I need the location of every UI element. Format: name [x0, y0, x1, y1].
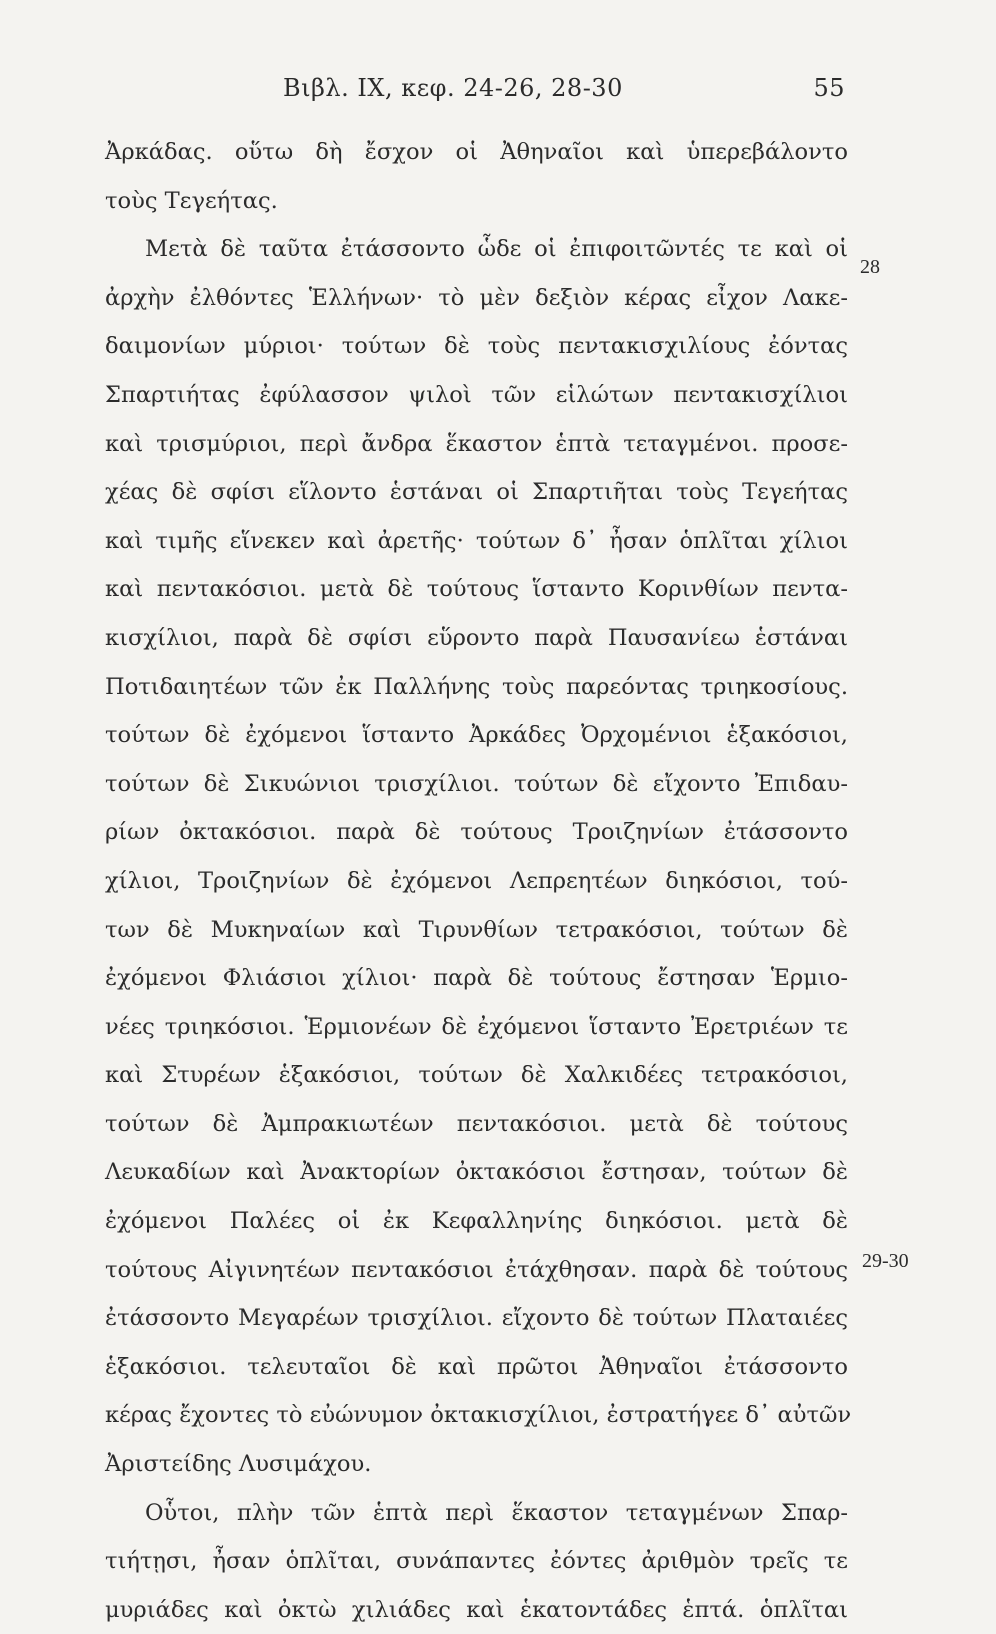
text-line: χέας δὲ σφίσι εἵλοντο ἑστάναι οἱ Σπαρτιῆται τοὺς Τεγεήτας — [105, 479, 848, 506]
text-line: ἑξακόσιοι. τελευταῖοι δὲ καὶ πρῶτοι Ἀθηναῖοι ἐτάσσοντο — [105, 1353, 848, 1380]
running-title: Βιβλ. IX, κεφ. 24-26, 28-30 — [283, 74, 623, 102]
text-line: τούτων δὲ ἐχόμενοι ἵσταντο Ἀρκάδες Ὀρχομένιοι ἑξακόσιοι, — [105, 722, 848, 749]
text-line: ρίων ὀκτακόσιοι. παρὰ δὲ τούτους Τροιζηνίων ἐτάσσοντο — [105, 819, 848, 846]
text-line: Μετὰ δὲ ταῦτα ἐτάσσοντο ὧδε οἱ ἐπιφοιτῶντές τε καὶ οἱ — [145, 236, 848, 263]
text-line: ἐχόμενοι Παλέες οἱ ἐκ Κεφαλληνίης διηκόσιοι. μετὰ δὲ — [105, 1208, 848, 1235]
text-line: κισχίλιοι, παρὰ δὲ σφίσι εὕροντο παρὰ Παυσανίεω ἑστάναι — [105, 624, 848, 651]
text-line: Ποτιδαιητέων τῶν ἐκ Παλλήνης τοὺς παρεόντας τριηκοσίους. — [105, 673, 848, 700]
text-line: ἀρχὴν ἐλθόντες Ἑλλήνων· τὸ μὲν δεξιὸν κέρας εἶχον Λακε- — [105, 284, 848, 311]
page-header — [105, 74, 845, 114]
chapter-margin-number: 28 — [860, 256, 880, 278]
text-line: καὶ Στυρέων ἑξακόσιοι, τούτων δὲ Χαλκιδέες τετρακόσιοι, — [105, 1062, 848, 1089]
text-line: χίλιοι, Τροιζηνίων δὲ ἐχόμενοι Λεπρεητέων διηκόσιοι, τού- — [105, 867, 848, 894]
text-line: Σπαρτιήτας ἐφύλασσον ψιλοὶ τῶν εἱλώτων πεντακισχίλιοι — [105, 381, 848, 408]
text-line: Λευκαδίων καὶ Ἀνακτορίων ὀκτακόσιοι ἔστησαν, τούτων δὲ — [105, 1159, 848, 1186]
text-line: μυριάδες καὶ ὀκτὼ χιλιάδες καὶ ἑκατοντάδες ἑπτά. ὁπλῖται — [105, 1596, 848, 1623]
text-line: τούτους Αἰγινητέων πεντακόσιοι ἐτάχθησαν. παρὰ δὲ τούτους — [105, 1256, 848, 1283]
text-line: κέρας ἔχοντες τὸ εὐώνυμον ὀκτακισχίλιοι, ἐστρατήγεε δ᾽ αὐτῶν — [105, 1402, 852, 1429]
text-line: ἐτάσσοντο Μεγαρέων τρισχίλιοι. εἴχοντο δὲ τούτων Πλαταιέες — [105, 1305, 848, 1332]
text-line: Οὗτοι, πλὴν τῶν ἑπτὰ περὶ ἕκαστον τεταγμένων Σπαρ- — [145, 1499, 848, 1526]
text-line: καὶ τρισμύριοι, περὶ ἄνδρα ἕκαστον ἑπτὰ τεταγμένοι. προσε- — [105, 430, 848, 457]
text-line: δαιμονίων μύριοι· τούτων δὲ τοὺς πεντακισχιλίους ἐόντας — [105, 333, 848, 360]
text-line: τούτων δὲ Σικυώνιοι τρισχίλιοι. τούτων δὲ εἴχοντο Ἐπιδαυ- — [105, 770, 848, 797]
text-line: Ἀρκάδας. οὕτω δὴ ἔσχον οἱ Ἀθηναῖοι καὶ ὑπερεβάλοντο — [105, 139, 848, 165]
text-line: ἐχόμενοι Φλιάσιοι χίλιοι· παρὰ δὲ τούτους ἔστησαν Ἑρμιο- — [105, 965, 848, 992]
text-body — [105, 128, 852, 1634]
text-line: νέες τριηκόσιοι. Ἑρμιονέων δὲ ἐχόμενοι ἵσταντο Ἐρετριέων τε — [105, 1013, 848, 1040]
text-line: καὶ πεντακόσιοι. μετὰ δὲ τούτους ἵσταντο Κορινθίων πεντα- — [105, 576, 848, 603]
chapter-margin-number: 29-30 — [862, 1250, 909, 1272]
page-number: 55 — [813, 74, 845, 102]
text-line: τοὺς Τεγεήτας. — [105, 187, 278, 214]
text-line: Ἀριστείδης Λυσιμάχου. — [105, 1451, 372, 1478]
text-line: τούτων δὲ Ἀμπρακιωτέων πεντακόσιοι. μετὰ δὲ τούτους — [105, 1110, 848, 1137]
text-line: καὶ τιμῆς εἵνεκεν καὶ ἀρετῆς· τούτων δ᾽ ἦσαν ὁπλῖται χίλιοι — [105, 527, 848, 554]
text-line: τιήτῃσι, ἦσαν ὁπλῖται, συνάπαντες ἐόντες ἀριθμὸν τρεῖς τε — [105, 1548, 848, 1575]
text-line: των δὲ Μυκηναίων καὶ Τιρυνθίων τετρακόσιοι, τούτων δὲ — [105, 916, 848, 943]
